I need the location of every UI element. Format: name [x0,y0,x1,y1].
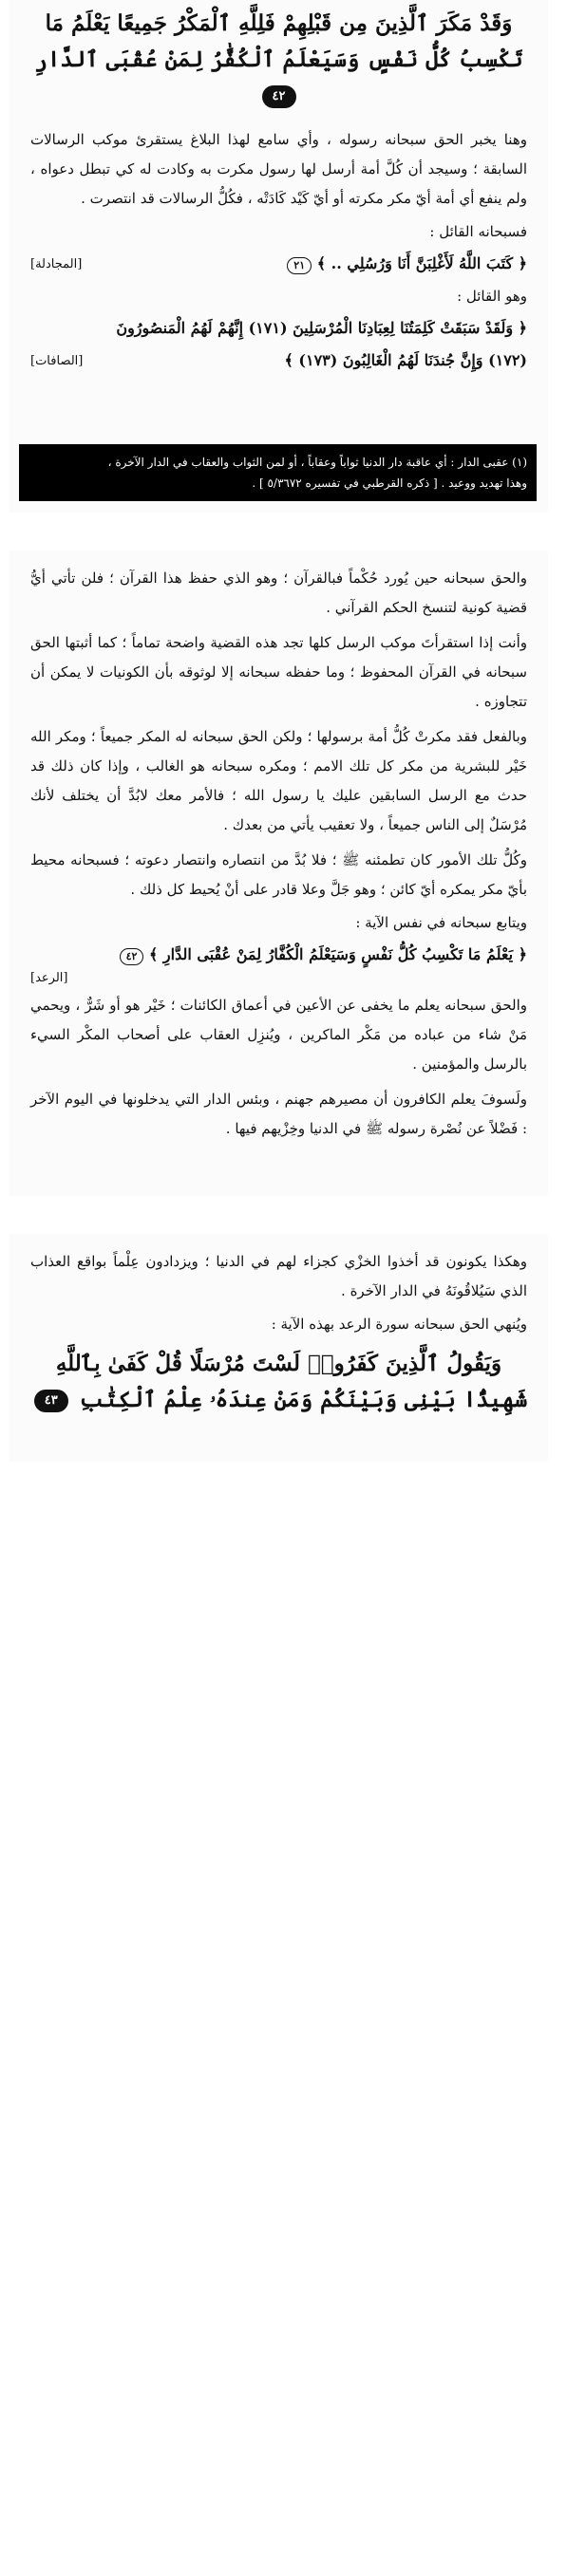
paragraph: وهنا يخبر الحق سبحانه رسوله ، وأي سامع لهذا البلاغ يستقرئ موكب الرسالات السابقة ؛ وسيجد أن كُلَّ أمة أرسل لها رسول مكرت به وكادت له كي تبطل دعواه ، ولم ينفع أي أمة أيّ مكر مكرته أو أيّ كَيْد كَادَتْه ، فكُلُّ الرسالات قد انتصرت . [30,131,527,207]
page-2 [9,551,548,1196]
label: فسبحانه القائل : [429,223,527,240]
quote-row [9,345,548,377]
surah-name: [الصافات] [30,353,84,368]
quote-verse: ﴿ كَتَبَ اللَّهُ لَأَغْلِبَنَّ أَنَا وَرُسُلِي .. ﴾ [316,254,527,272]
footnote-line: (١) عقبى الدار : أي عاقبة دار الدنيا ثواباً وعقاباً ، أو لمن الثواب والعقاب في الدار الآخرة ، [107,456,527,469]
paragraph: ولَسوفَ يعلم الكافرون أن مصيرهم جهنم ، وبئس الدار التي يدخلونها في اليوم الآخر : فَضْلاً عن نُصْرة رسوله ﷺ في الدنيا وخِزْيهم فيها . [30,1091,527,1137]
quote-line: (١٧٢) وَإِنَّ جُندَنَا لَهُمُ الْغَالِبُونَ (١٧٣) ﴾ [284,351,527,369]
quote-text [116,248,527,280]
surah-name: [المجادلة] [30,256,83,271]
verse-line [17,42,540,114]
verse-number-badge: ٤٣ [34,1390,68,1412]
page-2-content [9,558,548,1149]
verse-text: شَهِيدًۢا بَيْنِى وَبَيْنَكُمْ وَمَنْ عِندَهُۥ عِلْمُ ٱلْكِتَٰبِ [79,1387,528,1412]
page-1-content [9,0,548,377]
verse-line [17,1382,540,1418]
verse-number-badge: ٤٢ [262,85,296,108]
surah-name: [الرعد] [30,971,68,985]
footnote-line: وهذا تهديد ووعيد . [ ذكره القرطبي في تفسيره ٥/٣٦٧٢ ] . [252,476,527,490]
quote-verse: ﴿ يَعْلَمُ مَا تَكْسِبُ كُلُّ نَفْسٍ وَسَيَعْلَمُ الْكُفَّارُ لِمَنْ عُقْبَى الدَّارِ ﴾ [148,945,527,963]
label: ويُنهي الحق سبحانه سورة الرعد بهذه الآية : [271,1316,527,1333]
quote-row [9,248,548,280]
paragraph: وأنت إذا استقرأتَ موكب الرسل كلها تجد هذه القضية واضحة تماماً ؛ كما أثبتها الحق سبحانه في القرآن المحفوظ ؛ وما حفظه سبحانه إلا لوثوقه بأن الكونيات لا يمكن أن تتجاوزه . [30,634,527,710]
verse-number: ٢١ [287,257,312,274]
label: ويتابع سبحانه في نفس الآية : [355,914,527,931]
verse-line: وَقَدْ مَكَرَ ٱلَّذِينَ مِن قَبْلِهِمْ فَلِلَّهِ ٱلْمَكْرُ جَمِيعًا يَعْلَمُ مَا [45,10,513,36]
paragraph: وهكذا يكونون قد أخذوا الخزْي كجزاء لهم في الدنيا ؛ ويزدادون عِلْماً بواقع العذاب الذي سَيُلاقُونَهُ في الدار الآخرة . [30,1253,527,1299]
verse-text: تَكْسِبُ كُلُّ نَفْسٍ وَسَيَعْلَمُ ٱلْكُفَّٰرُ لِمَنْ عُقْبَى ٱلدَّارِ [34,47,523,72]
page-3-content [9,1241,548,1424]
label: وهو القائل : [457,288,527,305]
paragraph: والحق سبحانه حين يُورد حُكْماً فبالقرآن ؛ وهو الذي حفظ هذا القرآن ؛ فلن تأتي أيُّ قضية كونية لتنسخ الحكم القرآني . [30,569,527,616]
page-1 [9,0,548,513]
verse-number: ٤٢ [120,948,144,965]
verse-block [9,0,548,120]
quote-line: ﴿ وَلَقَدْ سَبَقَتْ كَلِمَتُنَا لِعِبَادِنَا الْمُرْسَلِينَ (١٧١) إِنَّهُمْ لَهُمُ الْمَنصُورُونَ [116,319,527,337]
verse-block [9,1340,548,1424]
paragraph: وكُلُّ تلك الأمور كان تطمئنه ﷺ ؛ فلا بُدَّ من انتصاره وانتصار دعوته ؛ فسبحانه محيط بأيّ مكر يمكره أيّ كائن ؛ وهو جَلَّ وعلا قادر على أنْ يُحيط كل ذلك . [30,851,527,898]
paragraph: وبالفعل فقد مكرتْ كُلُّ أمة برسولها ؛ ولكن الحق سبحانه له المكر جميعاً ؛ ومكر الله خَيْر للبشرية من مكر كل تلك الامم ؛ ومكره سبحانه هو الغالب ، وإذا كان ذلك قد حدث مع الرسل السابقين عليك يا رسول الله ؛ فالأمر معك لابُدَّ أن يختلف لأنك مُرْسَلٌ إلى الناس جميعاً ، ولا تعقيب يأتي من بعدك . [30,728,527,833]
page-3 [9,1234,548,1462]
quote-text [9,939,548,971]
footnote [19,444,537,501]
paragraph: والحق سبحانه يعلم ما يخفى عن الأعين في أعماق الكائنات ؛ خَيْر هو أو شَرٌّ ، ويحمي مَنْ شاء من عباده من مَكْر الماكرين ، ويُنزِل العقاب على أصحاب المكْر السيء بالرسل والمؤمنين . [30,997,527,1073]
verse-line: وَيَقُولُ ٱلَّذِينَ كَفَرُوا۟ لَسْتَ مُرْسَلًا قُلْ كَفَىٰ بِٱللَّهِ [55,1351,502,1376]
